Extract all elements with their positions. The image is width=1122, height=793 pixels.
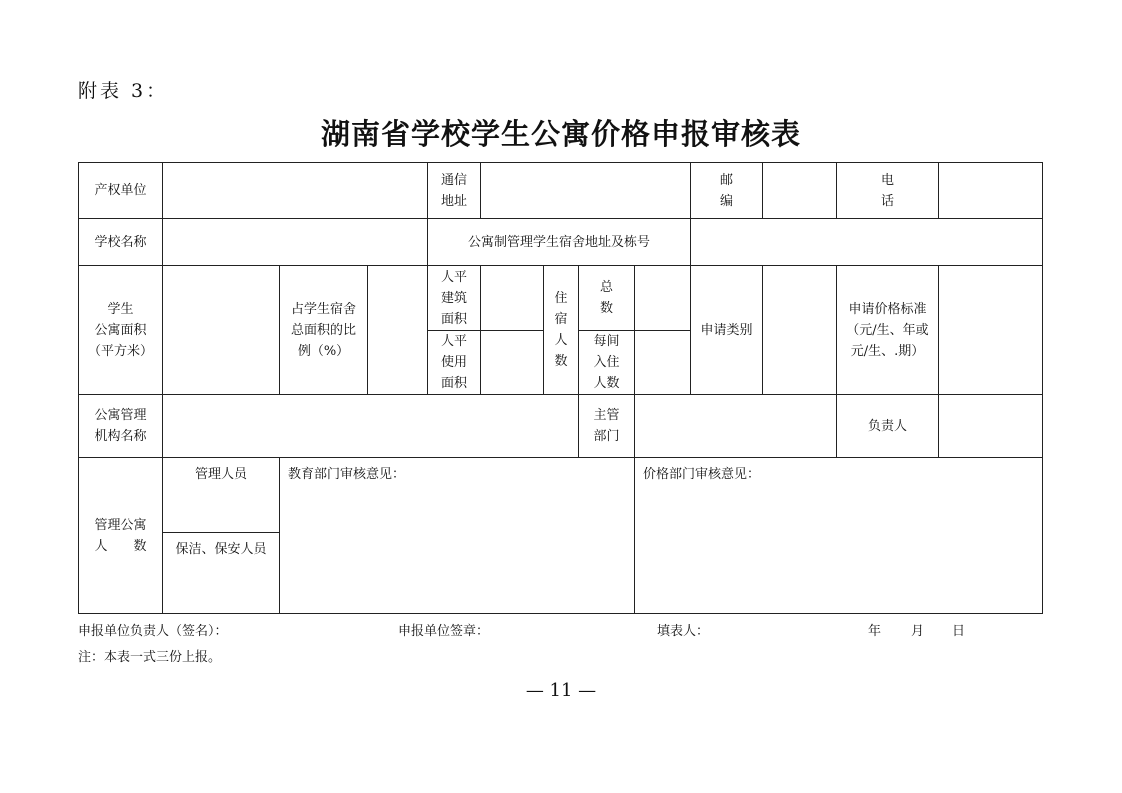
phone-label: 电 话 — [880, 172, 894, 209]
footer-note: 注：本表一式三份上报。 — [78, 650, 222, 665]
owner-unit-label: 产权单位 — [94, 183, 147, 198]
dorm-address-label: 公寓制管理学生宿舍地址及栋号 — [467, 234, 650, 250]
postcode-label: 邮 编 — [719, 172, 733, 209]
phone-field[interactable] — [939, 163, 1042, 218]
per-capita-build-label: 人平 建筑 面积 — [440, 269, 467, 327]
form-title: 湖南省学校学生公寓价格申报审核表 — [320, 117, 801, 151]
person-in-charge-field[interactable] — [939, 395, 1042, 457]
footer-year: 年 — [868, 624, 882, 639]
person-in-charge-label: 负责人 — [867, 418, 907, 434]
appendix-label: 附表 3： — [78, 80, 169, 102]
address-label: 通信 地址 — [440, 172, 467, 209]
footer-signer: 申报单位负责人（签名）： — [78, 624, 228, 639]
total-field[interactable] — [635, 266, 690, 330]
dorm-ratio-label: 占学生宿舍 总面积的比 例（%） — [290, 301, 356, 359]
footer-filler: 填表人： — [657, 624, 710, 639]
apply-category-field[interactable] — [763, 266, 836, 394]
dorm-address-field[interactable] — [691, 219, 1042, 265]
apartment-area-label: 学生 公寓面积 （平方米） — [87, 301, 153, 359]
edu-review-field[interactable]: 教育部门审核意见： — [288, 467, 406, 482]
mgmt-org-field[interactable] — [163, 395, 578, 457]
mgmt-staff-count-label: 管理公寓 人 数 — [94, 517, 147, 554]
school-name-label: 学校名称 — [94, 234, 147, 250]
footer-day: 日 — [952, 624, 966, 639]
price-review-field[interactable]: 价格部门审核意见： — [643, 467, 761, 482]
postcode-field[interactable] — [763, 163, 836, 218]
per-capita-use-field[interactable] — [481, 331, 543, 394]
price-standard-field[interactable] — [939, 266, 1042, 394]
mgmt-org-label: 公寓管理 机构名称 — [94, 408, 147, 444]
cleaners-security-label[interactable]: 保洁、保安人员 — [175, 542, 267, 557]
supervisor-label: 主管 部门 — [593, 408, 620, 444]
total-label: 总 数 — [599, 280, 613, 316]
address-field[interactable] — [481, 163, 690, 218]
apartment-area-field[interactable] — [163, 266, 279, 394]
per-room-label: 每间 入住 人数 — [593, 334, 620, 391]
footer-month: 月 — [911, 624, 925, 639]
school-name-field[interactable] — [163, 219, 427, 265]
apply-category-label: 申请类别 — [700, 322, 753, 338]
managers-label[interactable]: 管理人员 — [194, 467, 247, 482]
footer-seal: 申报单位签章： — [398, 624, 490, 639]
per-capita-build-field[interactable] — [481, 266, 543, 330]
residents-label: 住 宿 人 数 — [554, 291, 568, 369]
supervisor-field[interactable] — [635, 395, 836, 457]
price-standard-label: 申请价格标准 （元/生、年或 元/生、.期） — [846, 301, 929, 359]
per-room-field[interactable] — [635, 331, 690, 394]
owner-unit-field[interactable] — [163, 163, 427, 218]
dorm-ratio-field[interactable] — [368, 266, 427, 394]
per-capita-use-label: 人平 使用 面积 — [440, 334, 467, 391]
page-number: — 11 — — [525, 680, 597, 701]
